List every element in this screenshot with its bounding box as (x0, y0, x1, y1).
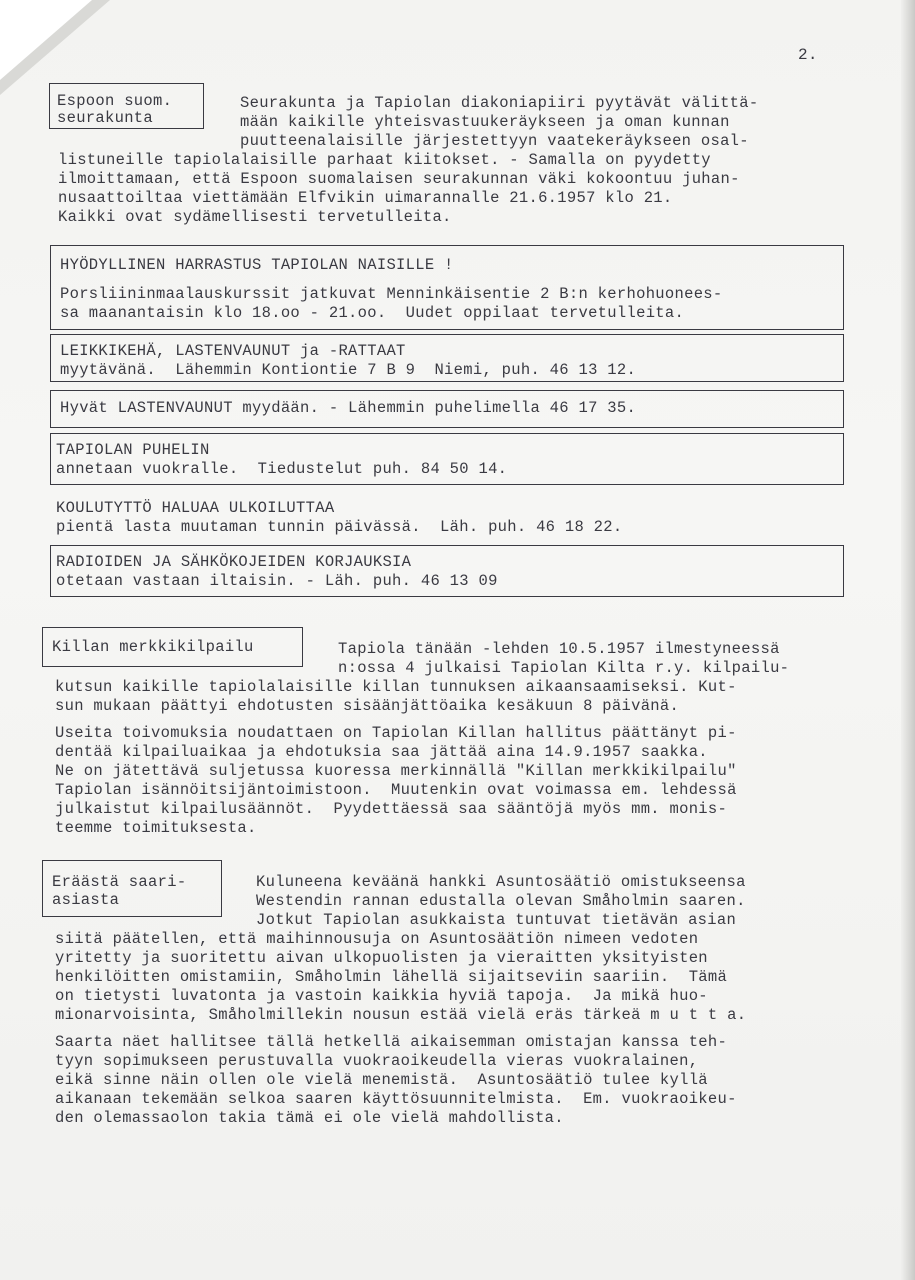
paragraph-line: puutteenalaisille järjestettyyn vaatekeräykseen osal- (240, 132, 749, 150)
ad-line: annetaan vuokralle. Tiedustelut puh. 84 50 14. (56, 460, 508, 478)
paragraph-line: tyyn sopimukseen perustuvalla vuokraoikeudella vieras vuokralainen, (55, 1052, 699, 1070)
paragraph-line: Useita toivomuksia noudattaen on Tapiolan Killan hallitus päättänyt pi- (55, 724, 737, 742)
paragraph-line: siitä päätellen, että maihinnousuja on Asuntosäätiön nimeen vedoten (55, 930, 699, 948)
section-label: Killan merkkikilpailu (52, 638, 254, 656)
paragraph-line: Ne on jätettävä suljetussa kuoressa merkinnällä "Killan merkkikilpailu" (55, 762, 737, 780)
section-label-line-2: asiasta (52, 891, 120, 909)
section-label-line-1: Espoon suom. (57, 92, 173, 110)
paragraph-line: Westendin rannan edustalla olevan Småholmin saaren. (256, 892, 746, 910)
paragraph-line: teemme toimituksesta. (55, 819, 257, 837)
ad-line: Porsliininmaalauskurssit jatkuvat Menninkäisentie 2 B:n kerhohuonees- (60, 285, 723, 303)
paragraph-line: mään kaikille yhteisvastuukeräykseen ja oman kunnan (240, 113, 730, 131)
paragraph-line: Saarta näet hallitsee tällä hetkellä aikaisemman omistajan kanssa teh- (55, 1033, 728, 1051)
ad-heading: HYÖDYLLINEN HARRASTUS TAPIOLAN NAISILLE ! (60, 256, 454, 274)
paragraph-line: eikä sinne näin ollen ole vielä menemistä. Asuntosäätiö tulee kyllä (55, 1071, 708, 1089)
paragraph-line: mionarvoisinta, Småholmillekin nousun estää vielä eräs tärkeä m u t t a. (55, 1006, 747, 1024)
paragraph-line: Jotkut Tapiolan asukkaista tuntuvat tietävän asian (256, 911, 737, 929)
ad-heading: TAPIOLAN PUHELIN (56, 441, 210, 459)
paragraph-line: Tapiola tänään -lehden 10.5.1957 ilmestyneessä (338, 640, 780, 658)
ad-heading: KOULUTYTTÖ HALUAA ULKOILUTTAA (56, 499, 335, 517)
paragraph-line: aikanaan tekemään selkoa saaren käyttösuunnitelmista. Em. vuokraoikeu- (55, 1090, 737, 1108)
paragraph-line: on tietysti luvatonta ja vastoin kaikkia hyviä tapoja. Ja mikä huo- (55, 987, 708, 1005)
paragraph-line: Kaikki ovat sydämellisesti tervetulleita. (58, 208, 452, 226)
paragraph-line: Tapiolan isännöitsijäntoimistoon. Muutenkin ovat voimassa em. lehdessä (55, 781, 737, 799)
paragraph-line: dentää kilpailuaikaa ja ehdotuksia saa jättää aina 14.9.1957 saakka. (55, 743, 708, 761)
paragraph-line: nusaattoiltaa viettämään Elfvikin uimarannalle 21.6.1957 klo 21. (58, 189, 673, 207)
ad-heading: LEIKKIKEHÄ, LASTENVAUNUT ja -RATTAAT (60, 342, 406, 360)
ad-line: sa maanantaisin klo 18.oo - 21.oo. Uudet oppilaat tervetulleita. (60, 304, 685, 322)
ad-line: otetaan vastaan iltaisin. - Läh. puh. 46 13 09 (56, 572, 498, 590)
paragraph-line: den olemassaolon takia tämä ei ole vielä mahdollista. (55, 1109, 564, 1127)
section-label-line-1: Eräästä saari- (52, 873, 187, 891)
paragraph-line: sun mukaan päättyi ehdotusten sisäänjättöaika kesäkuun 8 päivänä. (55, 697, 680, 715)
ad-heading: RADIOIDEN JA SÄHKÖKOJEIDEN KORJAUKSIA (56, 553, 412, 571)
paragraph-line: henkilöitten omistamiin, Småholmin lähellä sijaitseviin saariin. Tämä (55, 968, 728, 986)
page-edge-shadow (901, 0, 915, 1280)
paragraph-line: Seurakunta ja Tapiolan diakoniapiiri pyytävät välittä- (240, 94, 759, 112)
ad-line: myytävänä. Lähemmin Kontiontie 7 B 9 Niemi, puh. 46 13 12. (60, 361, 637, 379)
paragraph-line: listuneille tapiolalaisille parhaat kiitokset. - Samalla on pyydetty (58, 151, 711, 169)
folded-corner-highlight (0, 0, 92, 80)
paragraph-line: yritetty ja suoritettu aivan ulkopuolisten ja vieraitten yksityisten (55, 949, 708, 967)
paragraph-line: julkaistut kilpailusäännöt. Pyydettäessä saa sääntöjä myös mm. monis- (55, 800, 728, 818)
paragraph-line: n:ossa 4 julkaisi Tapiolan Kilta r.y. kilpailu- (338, 659, 790, 677)
ad-line: Hyvät LASTENVAUNUT myydään. - Lähemmin puhelimella 46 17 35. (60, 399, 637, 417)
section-label-line-2: seurakunta (57, 109, 154, 127)
paragraph-line: Kuluneena keväänä hankki Asuntosäätiö omistukseensa (256, 873, 746, 891)
ad-line: pientä lasta muutaman tunnin päivässä. Läh. puh. 46 18 22. (56, 518, 623, 536)
page-number: 2. (798, 46, 818, 64)
paragraph-line: ilmoittamaan, että Espoon suomalaisen seurakunnan väki kokoontuu juhan- (58, 170, 740, 188)
paragraph-line: kutsun kaikille tapiolalaisille killan tunnuksen aikaansaamiseksi. Kut- (55, 678, 737, 696)
